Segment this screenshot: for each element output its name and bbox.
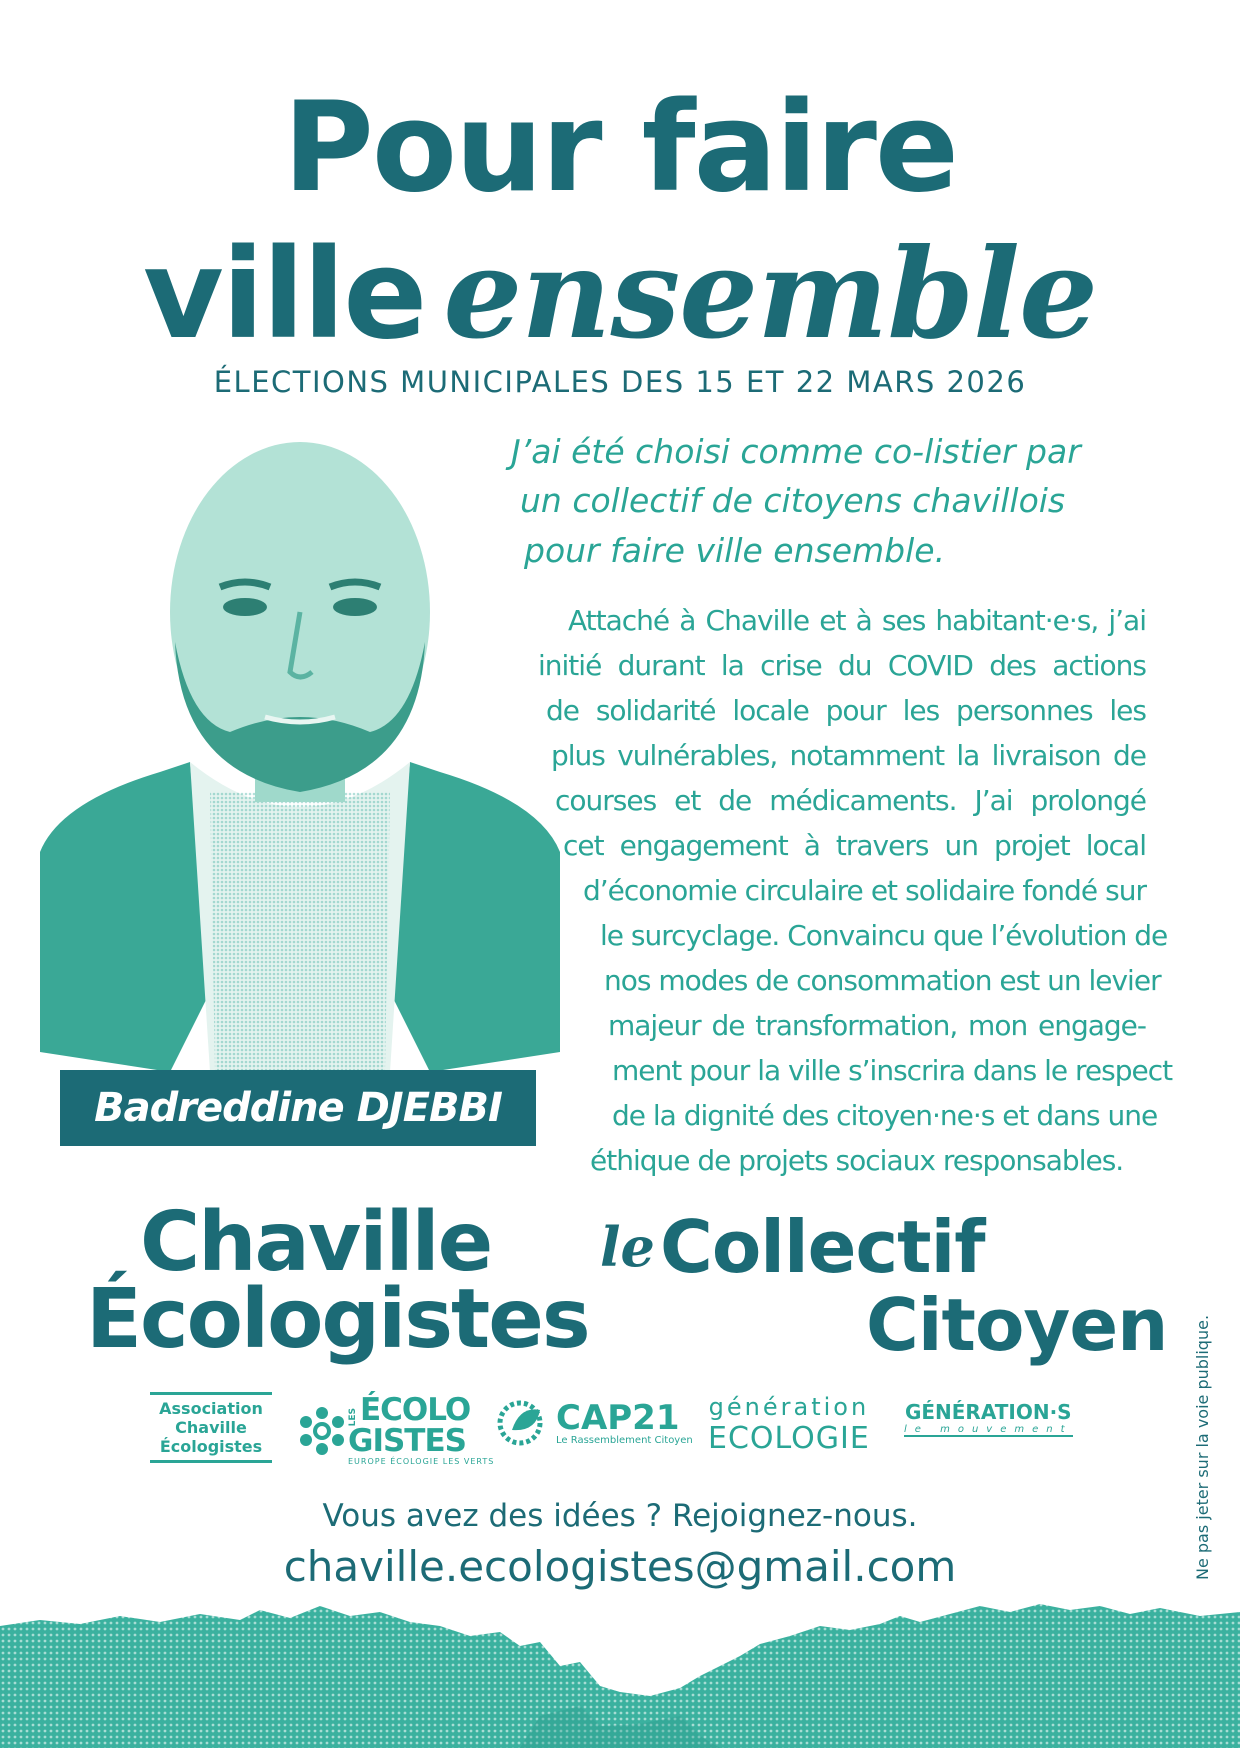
- candidate-photo: [40, 432, 560, 1092]
- intro-line: J’ai été choisi comme co-listier par: [511, 432, 1081, 471]
- body-line: cet engagement à travers un projet local: [563, 829, 1146, 862]
- les-ecologistes-logo: [300, 1392, 495, 1466]
- chaville-ecologistes-logo-line2: Écologistes: [86, 1272, 589, 1367]
- candidate-name: Badreddine DJEBBI: [94, 1085, 502, 1131]
- body-line: initié durant la crise du COVID des actions: [538, 649, 1146, 682]
- litter-notice: Ne pas jeter sur la voie publique.: [1193, 1314, 1212, 1580]
- city-skyline-illustration: [0, 1596, 1240, 1748]
- cap21-logo: [490, 1397, 693, 1446]
- body-line: majeur de transformation, mon engage-: [608, 1009, 1146, 1042]
- cap21-name: CAP21: [556, 1397, 680, 1438]
- association-chaville-ecologistes-logo: [150, 1392, 272, 1463]
- eelv-gistes: GISTES: [348, 1423, 466, 1459]
- intro-line: un collectif de citoyens chavillois: [520, 481, 1066, 520]
- body-line: éthique de projets sociaux responsables.: [590, 1144, 1124, 1177]
- body-line: ment pour la ville s’inscrira dans le respect: [612, 1054, 1173, 1087]
- body-line: Attaché à Chaville et à ses habitant·e·s, j’ai: [568, 604, 1146, 637]
- generations-logo: [904, 1400, 1073, 1437]
- eelv-subtitle: EUROPE ÉCOLOGIE LES VERTS: [348, 1457, 495, 1466]
- generation-ecologie-logo: [708, 1393, 870, 1456]
- gens-top: GÉNÉRATION·S: [904, 1400, 1072, 1424]
- collectif-logo-line1: Collectif: [660, 1205, 985, 1289]
- headline-line1: Pour faire: [282, 76, 958, 220]
- collectif-logo-line2: Citoyen: [866, 1283, 1168, 1367]
- genec-bottom: ECOLOGIE: [708, 1421, 870, 1456]
- election-subtitle: ÉLECTIONS MUNICIPALES DES 15 ET 22 MARS 2026: [213, 365, 1027, 399]
- intro-line: pour faire ville ensemble.: [524, 531, 946, 570]
- assoc-line: Chaville: [175, 1418, 247, 1437]
- headline-line2: [0, 222, 1240, 367]
- cap21-subtitle: Le Rassemblement Citoyen: [556, 1434, 693, 1446]
- body-line: le surcyclage. Convaincu que l’évolution de: [600, 919, 1168, 952]
- leaf-globe-icon: [490, 1400, 552, 1446]
- contact-email[interactable]: chaville.ecologistes@gmail.com: [283, 1542, 957, 1591]
- collectif-logo-le: le: [600, 1215, 655, 1279]
- eelv-ecolo: ÉCOLO: [360, 1392, 471, 1428]
- genec-top: génération: [708, 1393, 870, 1421]
- assoc-line: Écologistes: [159, 1437, 263, 1456]
- assoc-line: Association: [159, 1399, 263, 1418]
- headline-ville: ville: [142, 223, 426, 367]
- sunflower-icon: [300, 1400, 344, 1462]
- chaville-ecologistes-logo-line1: Chaville: [140, 1195, 492, 1290]
- headline-ensemble: ensemble: [443, 222, 1098, 367]
- body-line: de solidarité locale pour les personnes les: [546, 694, 1146, 727]
- gens-bottom: le mouvement: [904, 1424, 1073, 1435]
- body-line: nos modes de consommation est un levier: [604, 964, 1161, 997]
- body-line: de la dignité des citoyen·ne·s et dans une: [612, 1099, 1158, 1132]
- call-to-action: Vous avez des idées ? Rejoignez-nous.: [322, 1498, 918, 1534]
- body-line: plus vulnérables, notamment la livraison de: [551, 739, 1146, 772]
- eelv-les: LES: [348, 1407, 358, 1426]
- body-line: courses et de médicaments. J’ai prolongé: [555, 784, 1146, 817]
- body-line: d’économie circulaire et solidaire fondé sur: [583, 874, 1146, 907]
